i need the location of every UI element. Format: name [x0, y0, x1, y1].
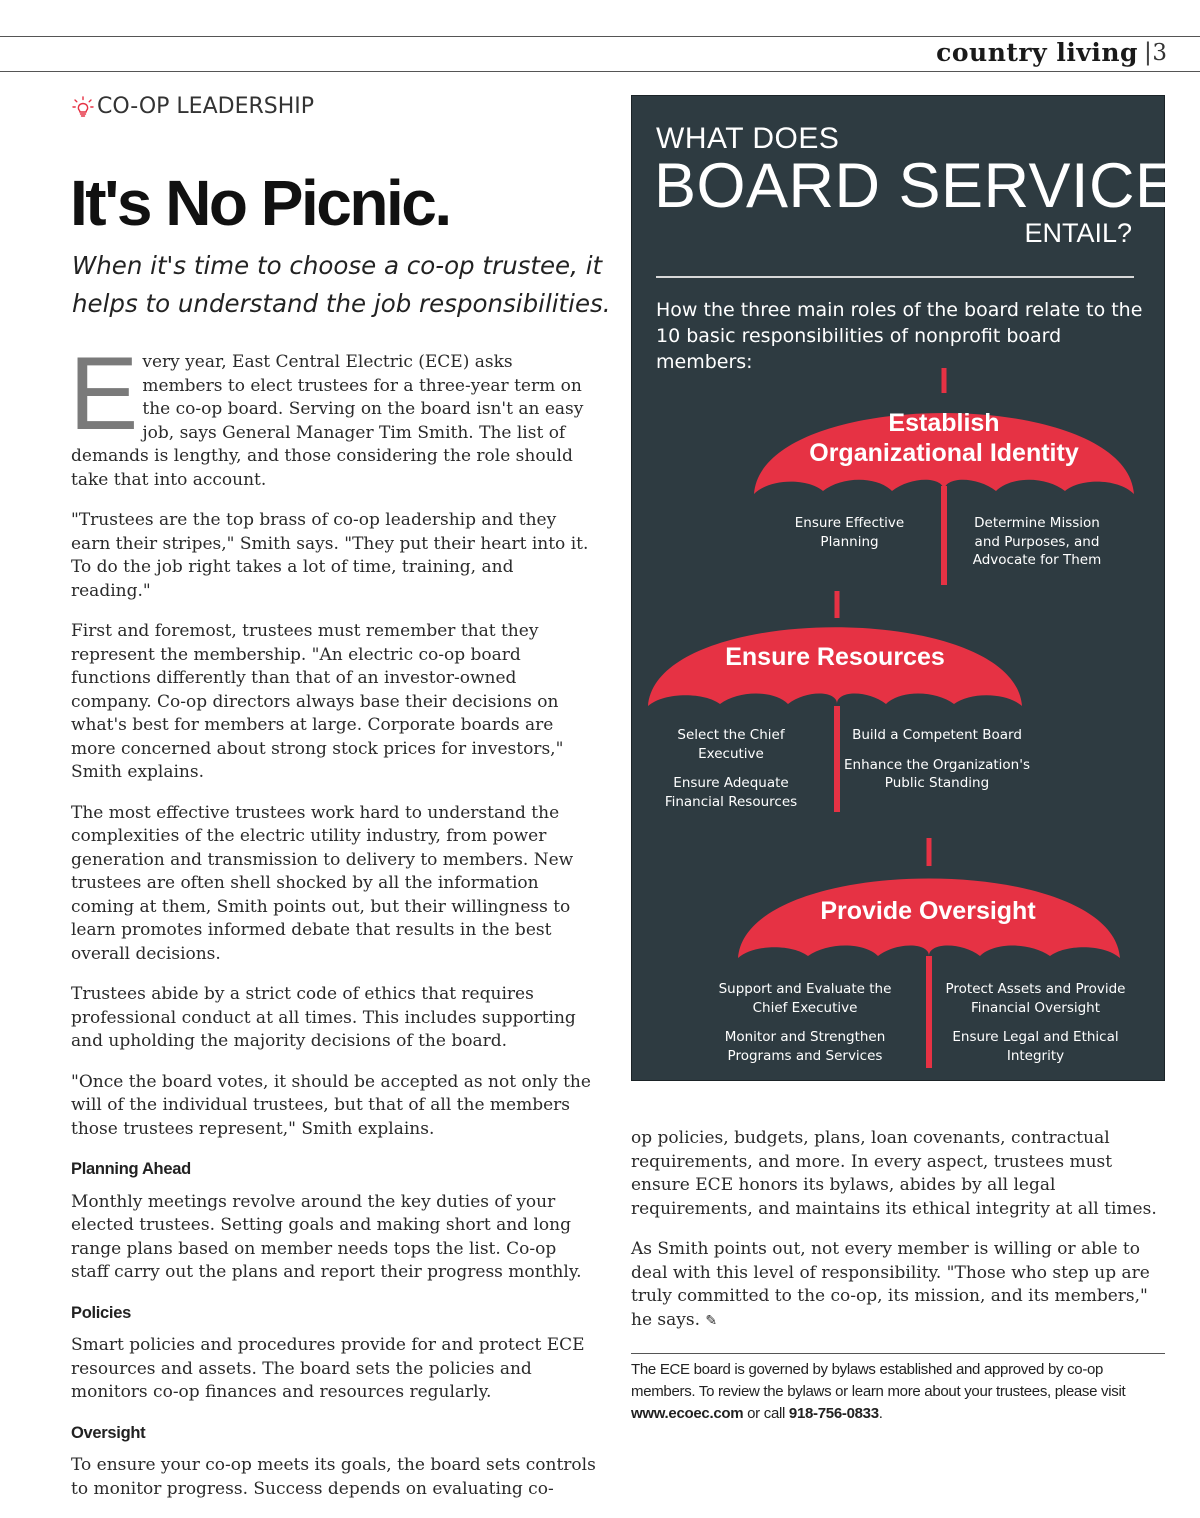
end-mark-icon: ✎ — [705, 1312, 718, 1329]
section-label: country living — [936, 38, 1138, 67]
role-2-right-responsibilities — [844, 726, 1030, 793]
paragraph-5: Trustees abide by a strict code of ethics that requires professional conduct at all times. This includes supporting and upholding the majority decisions of the board. — [71, 984, 576, 1051]
footnote-text-end: . — [878, 1405, 883, 1422]
top-rule — [0, 36, 1200, 37]
role-title-resources-line1: Ensure Resources — [725, 643, 945, 671]
paragraph-1-text: very year, East Central Electric (ECE) asks members to elect trustees for a three-year term on the co-op board. Serving on the board isn't an easy job, says General Manager Tim Smith. The list of demands is lengthy, and those considering the role should take that into account. — [71, 352, 584, 490]
responsibility-item: Determine Mission and Purposes, and Advocate for Them — [972, 515, 1102, 568]
role-title-establish-line1: Establish — [888, 409, 1000, 437]
paragraph-11-text: As Smith points out, not every member is willing or able to deal with this level of responsibility. "Those who step up are truly committed to the co-op, its mission, and its members," he says. — [631, 1239, 1150, 1330]
footnote-text-middle: or call — [743, 1405, 789, 1422]
infographic-panel — [631, 95, 1178, 1081]
subhead-planning: Planning Ahead — [71, 1160, 191, 1178]
paragraph-11 — [631, 1238, 1166, 1333]
paragraph-6: "Once the board votes, it should be accepted as not only the will of the individual trustees, but that of all the members those trustees represent," Smith explains. — [71, 1071, 591, 1139]
paragraph-2: "Trustees are the top brass of co-op leadership and they earn their stripes," Smith says. "They put their heart into it. To do the job right takes a lot of time, training, and reading." — [71, 510, 589, 601]
footnote-text: The ECE board is governed by bylaws established and approved by co-op members. To review the bylaws or learn more about your trustees, please visit — [631, 1361, 1126, 1400]
responsibility-item: Build a Competent Board — [852, 727, 1022, 743]
role-3-right-responsibilities — [938, 980, 1133, 1065]
footnote-rule — [631, 1353, 1165, 1354]
footnote — [631, 1359, 1165, 1425]
headline: It's No Picnic. — [70, 167, 450, 239]
paragraph-3: First and foremost, trustees must remember that they represent the membership. "An electric co-op board functions differently than that of an investor-owned company. Co-op directors always base their decisions on what's best for members at large. Corporate boards are more concerned about strong stock prices for investors," Smith explains. — [71, 621, 564, 782]
responsibility-item: Ensure Legal and Ethical Integrity — [952, 1029, 1119, 1064]
infographic-title-line2: BOARD SERVICE — [654, 151, 1178, 221]
article-right-column — [631, 1127, 1166, 1350]
section-tag-label: CO-OP LEADERSHIP — [97, 94, 315, 119]
lightbulb-icon — [72, 96, 94, 118]
section-tag — [72, 94, 314, 119]
paragraph-4: The most effective trustees work hard to understand the complexities of the electric utility industry, from power generation and transmission to delivery to members. New trustees are often shell shocked by all the information coming at them, Smith points out, but their willingness to learn promotes informed debate that results in the best overall decisions. — [71, 802, 574, 964]
paragraph-9: To ensure your co-op meets its goals, the board sets controls to monitor progress. Success depends on evaluating co- — [71, 1455, 596, 1499]
role-1-left-responsibilities — [777, 514, 922, 551]
paragraph-10: op policies, budgets, plans, loan covenants, contractual requirements, and more. In every aspect, trustees must ensure ECE honors its bylaws, abides by all legal requirements, and maintains its ethical integrity at all times. — [631, 1128, 1157, 1219]
role-1-right-responsibilities — [962, 514, 1112, 570]
role-title-resources — [648, 642, 1022, 672]
subhead-policies: Policies — [71, 1303, 131, 1322]
infographic-title-line1: WHAT DOES — [656, 122, 840, 155]
responsibility-item: Support and Evaluate the Chief Executive — [718, 981, 892, 1016]
infographic-intro: How the three main roles of the board relate to the 10 basic responsibilities of nonprofit board members: — [656, 299, 1143, 373]
page-number: 3 — [1152, 40, 1167, 66]
subhead-oversight: Oversight — [71, 1423, 146, 1442]
header-rule — [0, 71, 1200, 72]
paragraph-1 — [69, 336, 596, 492]
responsibility-item: Monitor and Strengthen Programs and Services — [724, 1029, 886, 1064]
responsibility-item: Select the Chief Executive — [677, 727, 785, 762]
role-title-oversight-line1: Provide Oversight — [820, 897, 1036, 925]
umbrella-graphics — [632, 96, 1166, 1082]
drop-cap: E — [69, 336, 139, 452]
header-separator: | — [1143, 38, 1152, 66]
infographic-title-line3: ENTAIL? — [1024, 218, 1132, 248]
responsibility-item: Ensure Effective Planning — [794, 515, 905, 550]
responsibility-item: Ensure Adequate Financial Resources — [664, 775, 798, 810]
role-title-oversight — [736, 896, 1120, 926]
article-left-column — [69, 336, 596, 1518]
paragraph-7: Monthly meetings revolve around the key duties of your elected trustees. Setting goals and making short and long range plans based on member needs tops the list. Co-op staff carry out the plans and report their progress monthly. — [71, 1191, 582, 1282]
website-link[interactable]: www.ecoec.com — [631, 1405, 744, 1422]
responsibility-item: Protect Assets and Provide Financial Oversight — [945, 981, 1126, 1016]
role-title-establish-line2: Organizational Identity — [809, 439, 1079, 467]
role-3-left-responsibilities — [714, 980, 896, 1065]
phone-number: 918-756-0833 — [788, 1405, 879, 1422]
deck: When it's time to choose a co-op trustee, it helps to understand the job responsibilities. — [72, 251, 611, 318]
role-title-establish — [752, 408, 1136, 468]
paragraph-8: Smart policies and procedures provide for and protect ECE resources and assets. The board sets the policies and monitors co-op finances and resources regularly. — [71, 1335, 585, 1402]
role-2-left-responsibilities — [652, 726, 810, 811]
responsibility-item: Enhance the Organization's Public Standing — [844, 756, 1030, 791]
